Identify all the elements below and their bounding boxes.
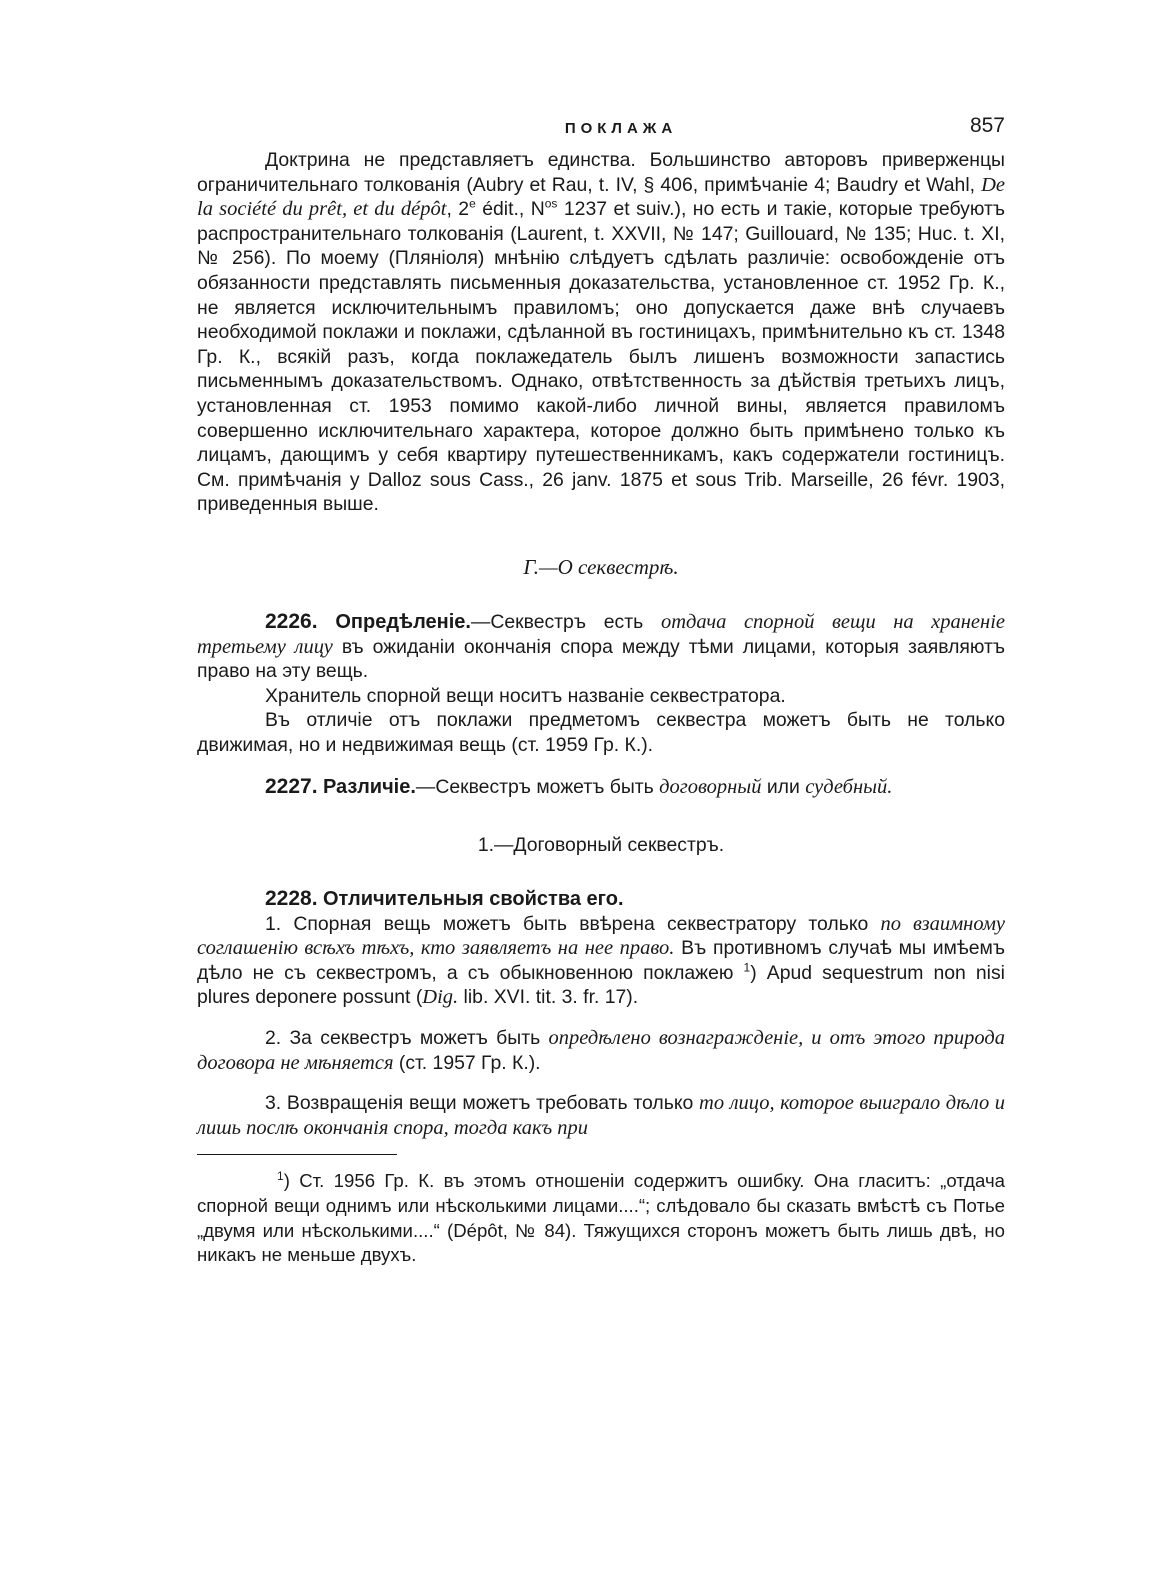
section-number: 2227. bbox=[265, 775, 318, 799]
section-number: 2226. bbox=[265, 609, 318, 633]
text-run: 1. Спорная вещь можетъ быть ввѣрена секвестратору только bbox=[265, 912, 881, 935]
section-2228-item-1 bbox=[197, 912, 1005, 1010]
footnote-marker: 1 bbox=[277, 1169, 284, 1184]
text-run: édit., N bbox=[475, 198, 545, 221]
running-title: ПОКЛАЖА bbox=[564, 120, 678, 137]
superscript: e bbox=[469, 196, 476, 211]
emphasis: судебный. bbox=[805, 776, 893, 799]
book-title: De la société du prêt, et du dépôt bbox=[197, 173, 1005, 221]
text-run: въ ожиданіи окончанія спора между тѣми лицами, которыя заявляютъ право на эту вещь. bbox=[197, 635, 1005, 683]
text-run: , 2 bbox=[446, 198, 470, 221]
section-2226-para-2: Хранитель спорной вещи носитъ названіе секвестратора. bbox=[265, 684, 786, 707]
text-run: ) Apud sequestrum non nisi plures deponere possunt ( bbox=[197, 961, 1005, 1009]
section-heading: Отличительныя свойства его. bbox=[322, 888, 624, 911]
running-header bbox=[197, 112, 1005, 148]
footnote bbox=[197, 1169, 1005, 1267]
text-run: или bbox=[761, 776, 806, 799]
section-2228-item-3 bbox=[197, 1091, 1005, 1140]
section-2226-para-3: Въ отличіе отъ поклажи предметомъ секвестра можетъ быть не только движимая, но и недвижимая вещь (ст. 1959 Гр. К.). bbox=[197, 709, 1005, 756]
footnote-ref: 1 bbox=[743, 960, 751, 975]
superscript: os bbox=[544, 196, 558, 211]
text-run: 2. За секвестръ можетъ быть bbox=[265, 1027, 549, 1050]
text-run: —Секвестръ можетъ быть bbox=[415, 776, 660, 799]
text-run: (ст. 1957 Гр. К.). bbox=[393, 1051, 541, 1074]
section-2228-item-2 bbox=[197, 1026, 1005, 1075]
text-run: Въ противномъ случаѣ мы имѣемъ дѣло не съ секвестромъ, а съ обыкновенною поклажею bbox=[197, 937, 1005, 984]
text-run: Доктрина не представляетъ единства. Большинство авторовъ приверженцы ограничительнаго толкованія (Aubry et Rau, t. IV, § 406, примѣчаніе 4; Baudry et Wahl, bbox=[197, 149, 1005, 196]
centered-heading: 1.—Договорный секвестръ. bbox=[477, 834, 725, 857]
section-2228-heading bbox=[197, 887, 1005, 912]
emphasis: то лицо, которое выиграло дѣло и лишь послѣ окончанія спора, тогда какъ при bbox=[197, 1092, 1005, 1139]
section-heading: Различіе. bbox=[322, 776, 416, 799]
section-2226 bbox=[197, 610, 1005, 684]
doctrine-paragraph bbox=[197, 148, 1005, 517]
subsection-title: Г.—О секвестрѣ. bbox=[523, 554, 679, 579]
emphasis: договорный bbox=[659, 776, 762, 799]
text-run: 1237 et suiv.), но есть и такіе, которые требуютъ распространительнаго толкованія (Laurent, t. XXVII, № 147; Guillouard, № 135; Huc. t. XI, № 256). По моему (Пляніоля) мнѣнію слѣдуетъ сдѣлать различіе: освобожденіе отъ обязанности представлять письменныя доказательства, установленное ст. 1952 Гр. К., не является исключительнымъ правиломъ; оно допускается даже внѣ случаевъ необходимой поклажи и поклажи, сдѣланной въ гостиницахъ, примѣнительно къ ст. 1348 Гр. К., всякій разъ, когда поклажедатель былъ лишенъ возможности запастись письменнымъ доказательствомъ. Однако, отвѣтственность за дѣйствія третьихъ лицъ, установленная ст. 1953 помимо какой-либо личной вины, является правиломъ совершенно исключительнаго характера, которое должно быть примѣнено только къ лицамъ, дающимъ у себя квартиру путешественникамъ, какъ содержатели гостиницъ. См. примѣчанія у Dalloz sous Cass., 26 janv. 1875 et sous Trib. Marseille, 26 févr. 1903, приведенныя выше. bbox=[197, 198, 1005, 516]
footnote-rule bbox=[197, 1154, 397, 1155]
text-run: —Секвестръ есть bbox=[470, 610, 661, 633]
emphasis: по взаимному соглашенію всѣхъ тѣхъ, кто заявляетъ на нее право. bbox=[197, 912, 1005, 960]
emphasis: опредѣлено вознагражденіе, и отъ этого природа договора не мѣняется bbox=[197, 1027, 1005, 1074]
emphasis: Dig. bbox=[422, 986, 459, 1009]
text-run: 3. Возвращенія вещи можетъ требовать только bbox=[265, 1092, 700, 1115]
footnote-text: ) Ст. 1956 Гр. К. въ этомъ отношеніи содержитъ ошибку. Она гласитъ: „отдача спорной вещи однимъ или нѣсколькими лицами....“; слѣдовало бы сказать вмѣстѣ съ Потье „двумя или нѣсколькими....“ (Dépôt, № 84). Тяжущихся сторонъ можетъ быть лишь двѣ, но никакъ не меньше двухъ. bbox=[197, 1170, 1005, 1266]
section-2227 bbox=[197, 775, 1005, 800]
page bbox=[197, 112, 1005, 1268]
page-number: 857 bbox=[969, 114, 1005, 137]
section-number: 2228. bbox=[265, 887, 318, 911]
section-heading: Опредѣленіе. bbox=[335, 610, 471, 633]
text-run: lib. XVI. tit. 3. fr. 17). bbox=[458, 986, 639, 1009]
emphasis: отдача спорной вещи на храненіе третьему лицу bbox=[197, 610, 1005, 658]
